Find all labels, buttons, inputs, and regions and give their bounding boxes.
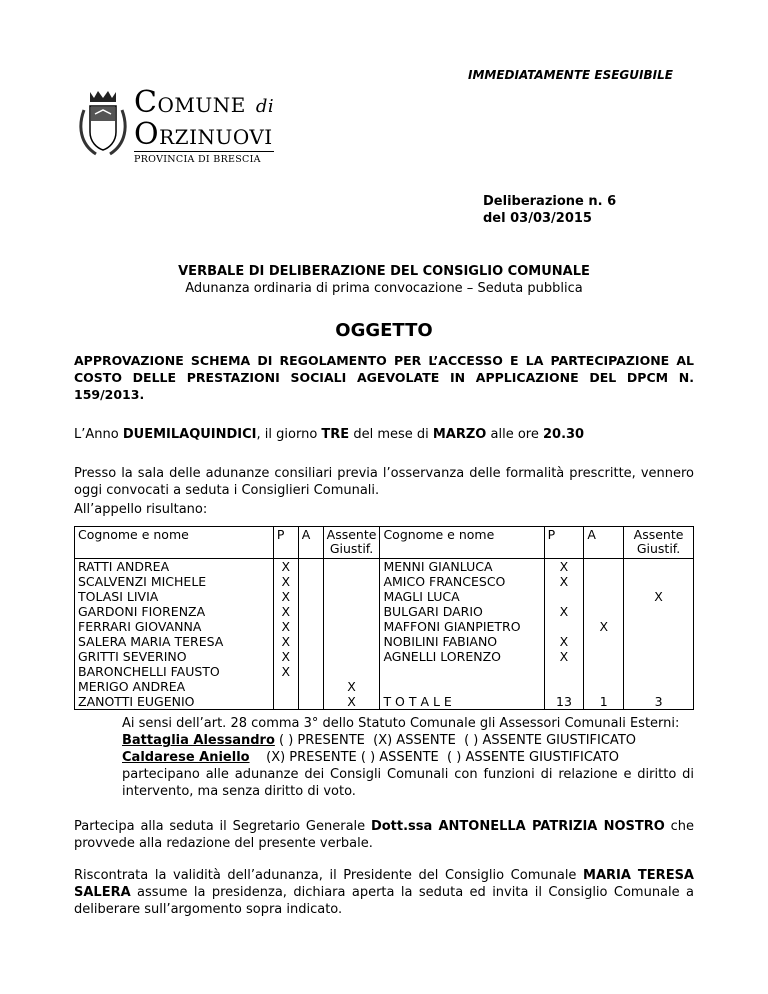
right-absent-cell [584,634,624,649]
right-present-cell: 13 [544,694,584,710]
roll-call-label: All’appello risultano: [74,502,208,517]
left-present-cell [273,694,298,710]
left-present-cell: X [273,649,298,664]
left-absent-cell [298,679,323,694]
assessore-name-1: Battaglia Alessandro [122,733,275,748]
left-justified-cell [323,589,380,604]
left-name-cell: SALERA MARIA TERESA [75,634,274,649]
header-ag-left: Assente Giustif. [323,527,380,559]
right-absent-cell [584,574,624,589]
left-present-cell [273,679,298,694]
right-name-cell: T O T A L E [380,694,544,710]
left-justified-cell [323,604,380,619]
assessori-section [122,715,694,800]
left-name-cell: FERRARI GIOVANNA [75,619,274,634]
left-absent-cell [298,604,323,619]
table-row [75,694,694,710]
left-name-cell: SCALVENZI MICHELE [75,574,274,589]
right-present-cell [544,664,584,679]
left-name-cell: GARDONI FIORENZA [75,604,274,619]
table-header-row [75,527,694,559]
table-row [75,664,694,679]
right-present-cell: X [544,559,584,575]
header-p-right: P [544,527,584,559]
left-name-cell: BARONCHELLI FAUSTO [75,664,274,679]
right-justified-cell [624,604,694,619]
right-present-cell: X [544,649,584,664]
right-justified-cell: 3 [624,694,694,710]
right-present-cell [544,619,584,634]
right-name-cell [380,664,544,679]
left-absent-cell [298,589,323,604]
right-absent-cell [584,589,624,604]
left-justified-cell: X [323,694,380,710]
assessori-intro: Ai sensi dell’art. 28 comma 3° dello Statuto Comunale gli Assessori Comunali Esterni: [122,716,680,731]
right-absent-cell [584,604,624,619]
session-date-line: L’Anno DUEMILAQUINDICI, il giorno TRE del mese di MARZO alle ore 20.30 [74,427,585,442]
left-present-cell: X [273,634,298,649]
right-justified-cell [624,619,694,634]
left-justified-cell: X [323,679,380,694]
table-row [75,619,694,634]
right-present-cell: X [544,634,584,649]
left-justified-cell [323,649,380,664]
verbale-title: VERBALE DI DELIBERAZIONE DEL CONSIGLIO COMUNALE [178,264,590,279]
table-row [75,649,694,664]
left-absent-cell [298,574,323,589]
left-present-cell: X [273,559,298,575]
right-absent-cell [584,664,624,679]
table-row [75,574,694,589]
right-name-cell: AGNELLI LORENZO [380,649,544,664]
left-present-cell: X [273,604,298,619]
oggetto-heading: OGGETTO [335,320,433,341]
left-justified-cell [323,664,380,679]
left-absent-cell [298,559,323,575]
left-absent-cell [298,664,323,679]
left-absent-cell [298,649,323,664]
right-name-cell: MAGLI LUCA [380,589,544,604]
verbale-header [74,263,694,297]
table-row [75,559,694,575]
right-name-cell [380,679,544,694]
table-row [75,679,694,694]
oggetto-text: APPROVAZIONE SCHEMA DI REGOLAMENTO PER L’ACCESSO E LA PARTECIPAZIONE AL COSTO DELLE PRESTAZIONI SOCIALI AGEVOLATE IN APPLICAZIONE DEL DPCM N. 159/2013. [74,353,694,402]
assessore-name-2: Caldarese Aniello [122,750,250,765]
table-row [75,634,694,649]
right-present-cell: X [544,574,584,589]
deliberation-info [483,193,616,227]
assessori-outro: partecipano alle adunanze dei Consigli Comunali con funzioni di relazione e diritto di intervento, ma senza diritto di voto. [122,767,694,799]
right-name-cell: AMICO FRANCESCO [380,574,544,589]
verbale-subtitle: Adunanza ordinaria di prima convocazione – Seduta pubblica [185,281,583,296]
header-ag-right: Assente Giustif. [624,527,694,559]
municipality-logo-text: COMUNE di ORZINUOVI PROVINCIA DI BRESCIA [134,85,275,165]
header-a-left: A [298,527,323,559]
left-absent-cell [298,619,323,634]
right-present-cell [544,589,584,604]
deliberation-number: Deliberazione n. 6 [483,194,617,209]
right-justified-cell: X [624,589,694,604]
convocation-paragraph: Presso la sala delle adunanze consiliari previa l’osservanza delle formalità prescritte, vennero oggi convocati a seduta i Consiglieri Comunali. [74,466,694,498]
municipal-crest-icon [76,88,130,158]
right-present-cell [544,679,584,694]
right-justified-cell [624,664,694,679]
table-row [75,604,694,619]
left-name-cell: ZANOTTI EUGENIO [75,694,274,710]
assessore-row-1: Battaglia Alessandro ( ) PRESENTE (X) ASSENTE ( ) ASSENTE GIUSTIFICATO [122,733,636,748]
right-present-cell: X [544,604,584,619]
right-justified-cell [624,574,694,589]
right-absent-cell [584,679,624,694]
right-absent-cell: X [584,619,624,634]
right-justified-cell [624,679,694,694]
left-justified-cell [323,559,380,575]
header-p-left: P [273,527,298,559]
assessore-row-2: Caldarese Aniello (X) PRESENTE ( ) ASSENTE ( ) ASSENTE GIUSTIFICATO [122,750,619,765]
right-justified-cell [624,559,694,575]
left-justified-cell [323,634,380,649]
right-name-cell: MAFFONI GIANPIETRO [380,619,544,634]
left-absent-cell [298,694,323,710]
left-name-cell: TOLASI LIVIA [75,589,274,604]
left-absent-cell [298,634,323,649]
left-present-cell: X [273,574,298,589]
right-justified-cell [624,634,694,649]
header-name-right: Cognome e nome [380,527,544,559]
header-immediately-executable: IMMEDIATAMENTE ESEGUIBILE [468,68,673,82]
header-name-left: Cognome e nome [75,527,274,559]
left-name-cell: MERIGO ANDREA [75,679,274,694]
right-name-cell: MENNI GIANLUCA [380,559,544,575]
header-a-right: A [584,527,624,559]
secretary-paragraph: Partecipa alla seduta il Segretario Generale Dott.ssa ANTONELLA PATRIZIA NOSTRO che provvede alla redazione del presente verbale. [74,819,694,851]
table-row [75,589,694,604]
left-justified-cell [323,619,380,634]
president-paragraph: Riscontrata la validità dell’adunanza, il Presidente del Consiglio Comunale MARIA TERESA SALERA assume la presidenza, dichiara aperta la seduta ed invita il Consiglio Comunale a deliberare sull’argomento sopra indicato. [74,868,694,917]
attendance-table [74,526,694,710]
right-name-cell: NOBILINI FABIANO [380,634,544,649]
left-present-cell: X [273,589,298,604]
left-name-cell: RATTI ANDREA [75,559,274,575]
deliberation-date: del 03/03/2015 [483,211,592,226]
right-justified-cell [624,649,694,664]
right-absent-cell [584,649,624,664]
left-present-cell: X [273,664,298,679]
right-absent-cell [584,559,624,575]
right-absent-cell: 1 [584,694,624,710]
left-present-cell: X [273,619,298,634]
left-justified-cell [323,574,380,589]
right-name-cell: BULGARI DARIO [380,604,544,619]
left-name-cell: GRITTI SEVERINO [75,649,274,664]
